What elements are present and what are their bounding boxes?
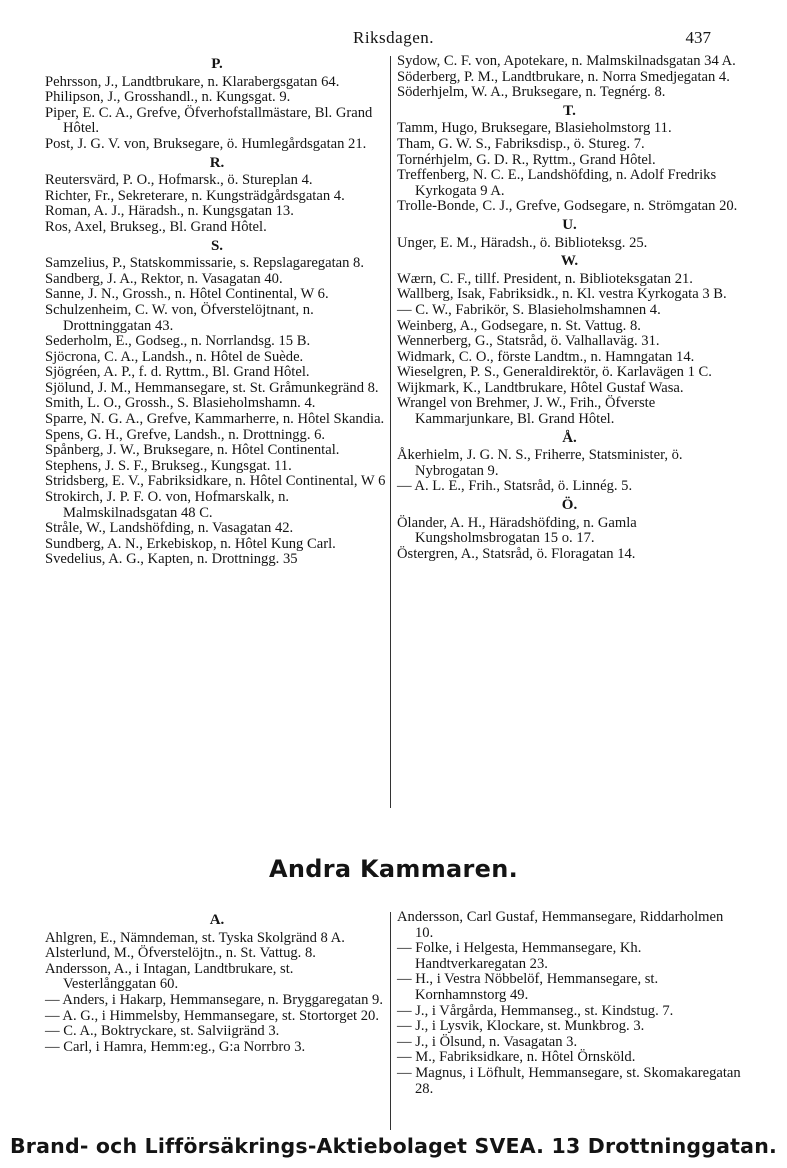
- directory-entry: Smith, L. O., Grossh., S. Blasieholmshamn. 4.: [45, 395, 316, 412]
- directory-entry: Åkerhielm, J. G. N. S., Friherre, Statsminister, ö. Nybrogatan 9.: [397, 447, 683, 479]
- advertisement-footer: Brand- och Lifförsäkrings-Aktiebolaget SVEA. 13 Drottninggatan.: [9, 1134, 777, 1158]
- directory-entry: Tham, G. W. S., Fabriksdisp., ö. Stureg. 7.: [397, 135, 645, 152]
- directory-entry: Strokirch, J. P. F. O. von, Hofmarskalk, n. Malmskilnadsgatan 48 C.: [45, 489, 290, 521]
- directory-entry: Andersson, Carl Gustaf, Hemmansegare, Riddarholmen 10.: [397, 909, 724, 941]
- directory-entry: Treffenberg, N. C. E., Landshöfding, n. Adolf Fredriks Kyrkogata 9 A.: [397, 167, 717, 199]
- directory-entry: Roman, A. J., Häradsh., n. Kungsgatan 13.: [45, 203, 294, 220]
- lower-left-column: [45, 910, 389, 1055]
- directory-entry: Unger, E. M., Häradsh., ö. Biblioteksg. 25.: [397, 234, 648, 251]
- directory-entry: Stephens, J. S. F., Brukseg., Kungsgat. 11.: [45, 457, 292, 474]
- letter-heading: Å.: [562, 429, 577, 446]
- letter-heading: W.: [560, 253, 579, 270]
- directory-entry: Trolle-Bonde, C. J., Grefve, Godsegare, n. Strömgatan 20.: [397, 198, 738, 215]
- directory-entry: Stråle, W., Landshöfding, n. Vasagatan 42.: [45, 520, 294, 537]
- directory-entry: Richter, Fr., Sekreterare, n. Kungsträdgårdsgatan 4.: [45, 187, 345, 204]
- directory-entry: — J., i Vårgårda, Hemmanseg., st. Kindstug. 7.: [397, 1002, 674, 1019]
- directory-entry: — J., i Ölsund, n. Vasagatan 3.: [397, 1033, 578, 1050]
- directory-entry: Spens, G. H., Grefve, Landsh., n. Drottningg. 6.: [45, 426, 326, 443]
- directory-entry: Weinberg, A., Godsegare, n. St. Vattug. 8.: [397, 317, 641, 334]
- directory-entry: — A. G., i Himmelsby, Hemmansegare, st. Stortorget 20.: [45, 1007, 379, 1024]
- directory-entry: Schulzenheim, C. W. von, Öfverstelöjtnant, n. Drottninggatan 43.: [45, 301, 314, 334]
- directory-entry: — J., i Lysvik, Klockare, st. Munkbrog. 3.: [397, 1018, 645, 1035]
- lower-right-column: [397, 910, 742, 1097]
- page-number: 437: [685, 28, 711, 47]
- letter-heading: S.: [210, 237, 224, 254]
- directory-entry: Svedelius, A. G., Kapten, n. Drottningg. 35: [45, 551, 298, 568]
- directory-entry: — Carl, i Hamra, Hemm:eg., G:a Norrbro 3.: [45, 1038, 306, 1055]
- directory-entry: Ros, Axel, Brukseg., Bl. Grand Hôtel.: [45, 218, 267, 235]
- directory-entry: Sjölund, J. M., Hemmansegare, st. St. Gråmunkegränd 8.: [45, 379, 379, 396]
- letter-heading: U.: [562, 216, 577, 233]
- letter-heading: T.: [563, 102, 576, 119]
- page-header: [0, 28, 787, 52]
- directory-entry: Andersson, A., i Intagan, Landtbrukare, st. Vesterlånggatan 60.: [45, 960, 294, 993]
- directory-entry: — Folke, i Helgesta, Hemmansegare, Kh. Handtverkaregatan 23.: [397, 940, 642, 972]
- directory-entry: Alsterlund, M., Öfverstelöjtn., n. St. Vattug. 8.: [45, 945, 316, 962]
- directory-entry: Sandberg, J. A., Rektor, n. Vasagatan 40.: [45, 270, 283, 287]
- letter-heading: A.: [209, 912, 225, 928]
- directory-entry: Piper, E. C. A., Grefve, Öfverhofstallmästare, Bl. Grand Hôtel.: [45, 104, 373, 137]
- directory-entry: — C. W., Fabrikör, S. Blasieholmshamnen 4.: [397, 301, 661, 318]
- upper-left-column: [45, 54, 389, 568]
- directory-entry: — Anders, i Hakarp, Hemmansegare, n. Bryggaregatan 9.: [45, 991, 383, 1008]
- directory-entry: Wrangel von Brehmer, J. W., Frih., Öfverste Kammarjunkare, Bl. Grand Hôtel.: [397, 395, 656, 428]
- directory-entry: Wærn, C. F., tillf. President, n. Biblioteksgatan 21.: [397, 270, 693, 287]
- upper-right-column: [397, 54, 742, 562]
- directory-entry: Tornérhjelm, G. D. R., Ryttm., Grand Hôtel.: [397, 151, 656, 168]
- directory-entry: Widmark, C. O., förste Landtm., n. Hamngatan 14.: [397, 348, 695, 365]
- letter-heading: P.: [211, 56, 223, 72]
- directory-entry: Ölander, A. H., Häradshöfding, n. Gamla Kungsholmsbrogatan 15 o. 17.: [397, 514, 637, 547]
- directory-entry: Spånberg, J. W., Bruksegare, n. Hôtel Continental.: [45, 442, 340, 459]
- directory-entry: Sparre, N. G. A., Grefve, Kammarherre, n. Hôtel Skandia.: [45, 411, 385, 428]
- directory-entry: Sydow, C. F. von, Apotekare, n. Malmskilnadsgatan 34 A.: [397, 53, 736, 69]
- directory-entry: Philipson, J., Grosshandl., n. Kungsgat. 9.: [45, 89, 291, 106]
- directory-entry: Ahlgren, E., Nämndeman, st. Tyska Skolgränd 8 A.: [45, 929, 345, 946]
- directory-entry: — C. A., Boktryckare, st. Salviigränd 3.: [45, 1023, 280, 1040]
- column-divider: [390, 912, 391, 1130]
- directory-entry: Wieselgren, P. S., Generaldirektör, ö. Karlavägen 1 C.: [397, 364, 712, 381]
- directory-entry: Wennerberg, G., Statsråd, ö. Valhallaväg. 31.: [397, 333, 660, 350]
- letter-heading: R.: [209, 154, 225, 171]
- directory-entry: Sjöcrona, C. A., Landsh., n. Hôtel de Suède.: [45, 348, 304, 365]
- directory-entry: Reutersvärd, P. O., Hofmarsk., ö. Stureplan 4.: [45, 172, 313, 189]
- directory-entry: Wallberg, Isak, Fabriksidk., n. Kl. vestra Kyrkogata 3 B.: [397, 286, 727, 303]
- directory-entry: Söderberg, P. M., Landtbrukare, n. Norra Smedjegatan 4.: [397, 68, 730, 85]
- directory-entry: Sjögréen, A. P., f. d. Ryttm., Bl. Grand Hôtel.: [45, 364, 310, 381]
- directory-entry: Sanne, J. N., Grossh., n. Hôtel Continental, W 6.: [45, 286, 329, 303]
- directory-entry: Sundberg, A. N., Erkebiskop, n. Hôtel Kung Carl.: [45, 535, 336, 552]
- column-divider: [390, 56, 391, 808]
- directory-entry: Söderhjelm, W. A., Bruksegare, n. Tegnérg. 8.: [397, 84, 666, 101]
- directory-entry: Samzelius, P., Statskommissarie, s. Repslagaregatan 8.: [45, 255, 364, 272]
- section-title: Andra Kammaren.: [268, 855, 519, 883]
- directory-entry: Östergren, A., Statsråd, ö. Floragatan 14.: [397, 545, 636, 562]
- letter-heading: Ö.: [561, 497, 578, 514]
- directory-entry: — A. L. E., Frih., Statsråd, ö. Linnég. 5.: [397, 478, 633, 495]
- directory-entry: — H., i Vestra Nöbbelöf, Hemmansegare, st. Kornhamnstorg 49.: [397, 971, 659, 1003]
- directory-entry: Wijkmark, K., Landtbrukare, Hôtel Gustaf Wasa.: [397, 379, 684, 396]
- directory-entry: — M., Fabriksidkare, n. Hôtel Örnsköld.: [397, 1049, 636, 1066]
- directory-entry: Sederholm, E., Godseg., n. Norrlandsg. 15 B.: [45, 333, 311, 350]
- directory-entry: Pehrsson, J., Landtbrukare, n. Klarabergsgatan 64.: [45, 73, 340, 90]
- directory-entry: Tamm, Hugo, Bruksegare, Blasieholmstorg 11.: [397, 120, 672, 137]
- directory-entry: Stridsberg, E. V., Fabriksidkare, n. Hôtel Continental, W 6: [45, 473, 386, 490]
- directory-entry: — Magnus, i Löfhult, Hemmansegare, st. Skomakaregatan 28.: [397, 1064, 741, 1097]
- running-title: Riksdagen.: [352, 28, 435, 47]
- directory-entry: Post, J. G. V. von, Bruksegare, ö. Humlegårdsgatan 21.: [45, 135, 367, 152]
